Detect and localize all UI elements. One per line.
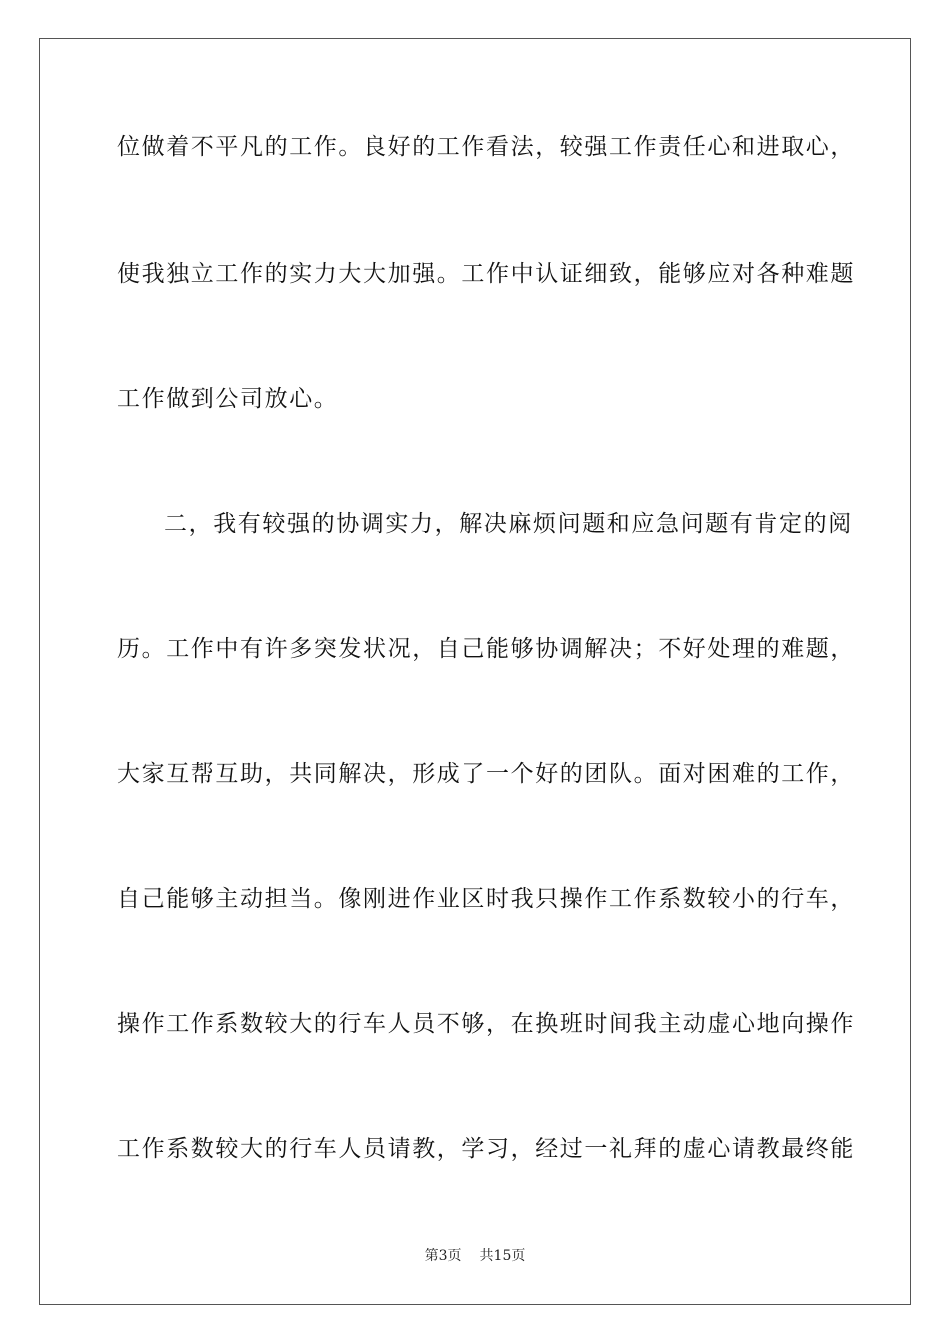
page-number-current: 第3页 bbox=[424, 1248, 462, 1264]
body-line-8: 操作工作系数较大的行车人员不够，在换班时间我主动虚心地向操作 bbox=[117, 1011, 855, 1037]
page-number-total: 共15页 bbox=[479, 1248, 526, 1264]
page-footer bbox=[0, 1247, 950, 1265]
body-line-2: 使我独立工作的实力大大加强。工作中认证细致，能够应对各种难题 bbox=[117, 261, 855, 287]
page-border bbox=[39, 38, 911, 1305]
body-line-7: 自己能够主动担当。像刚进作业区时我只操作工作系数较小的行车， bbox=[117, 886, 855, 912]
body-line-5: 历。工作中有许多突发状况，自己能够协调解决；不好处理的难题， bbox=[117, 636, 855, 662]
body-line-3: 工作做到公司放心。 bbox=[117, 386, 339, 412]
body-line-9: 工作系数较大的行车人员请教，学习，经过一礼拜的虚心请教最终能 bbox=[117, 1136, 855, 1162]
body-line-1: 位做着不平凡的工作。良好的工作看法，较强工作责任心和进取心， bbox=[117, 134, 855, 160]
body-line-6: 大家互帮互助，共同解决，形成了一个好的团队。面对困难的工作， bbox=[117, 761, 855, 787]
body-line-4-paragraph-start: 二，我有较强的协调实力，解决麻烦问题和应急问题有肯定的阅 bbox=[164, 511, 853, 537]
